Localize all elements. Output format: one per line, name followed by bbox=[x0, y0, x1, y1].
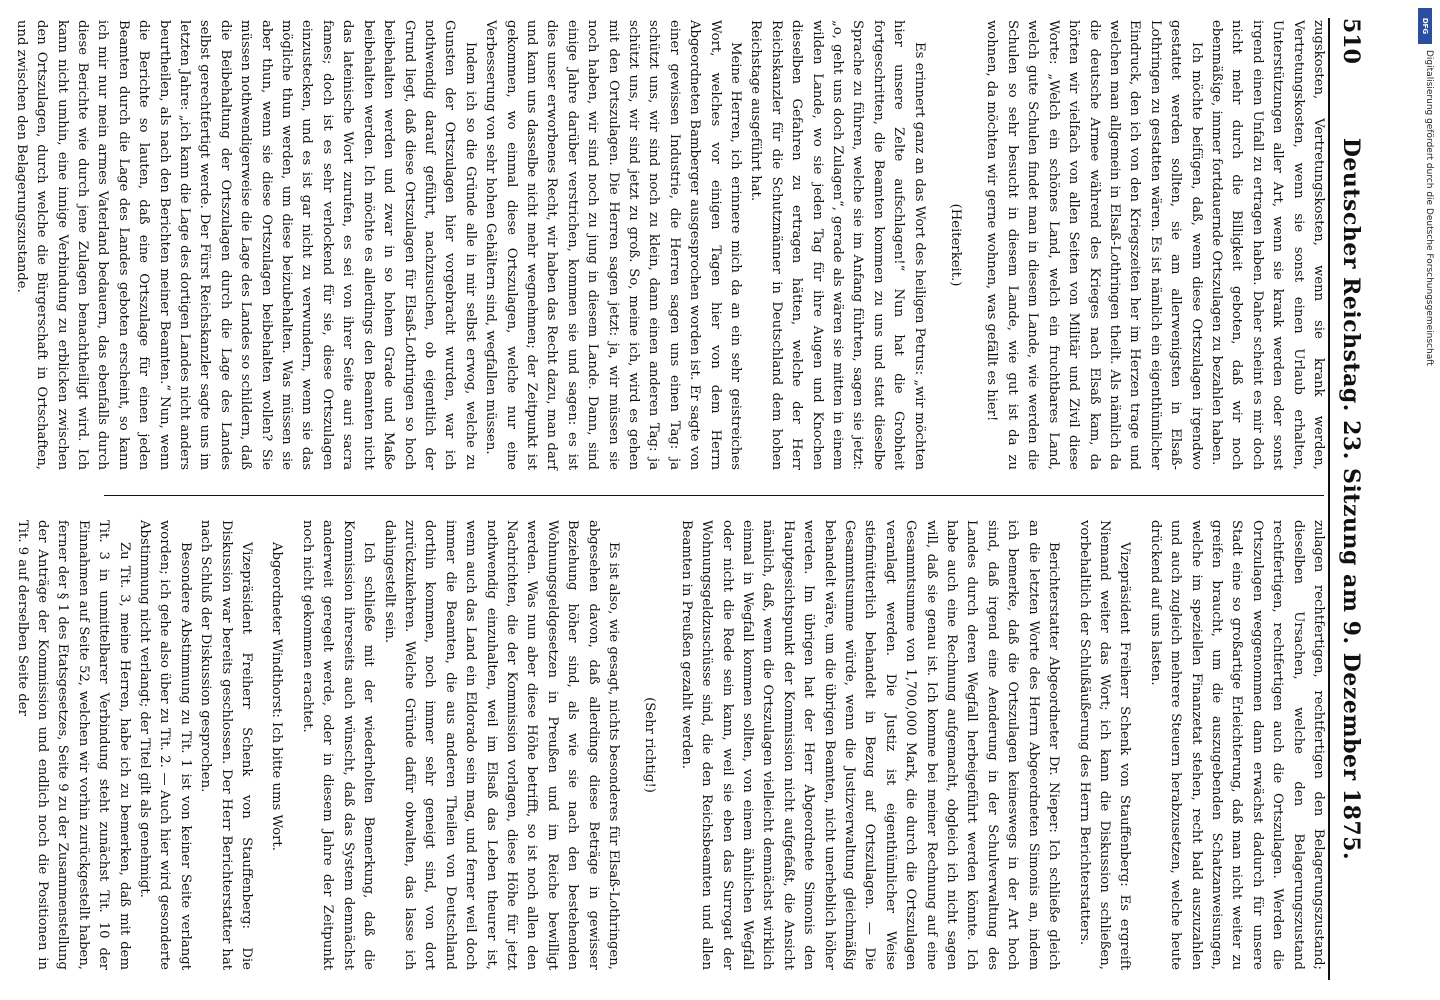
page-header bbox=[1332, 18, 1370, 980]
digitization-notice-text: Digitalisierung gefördert durch die Deutsche Forschungsgemeinschaft bbox=[1424, 50, 1434, 366]
right-paragraph-5: Ich schließe mit der wiederholten Bemerkung, daß die Kommission ihrerseits auch wünscht, daß das System demnächst anderweit geregelt werde, oder in diesem Jahre der Zeitpunkt noch nicht gekommen erachtet. bbox=[299, 520, 377, 970]
left-interjection-laughter: (Heiterkeit.) bbox=[948, 203, 964, 287]
right-paragraph-8: Besondere Abstimmung zu Tit. 1 ist von keiner Seite verlangt worden; ich gehe also über zu Tit. 2. — Auch hier wird gesonderte Abstimmung nicht verlangt; der Titel gilt als genehmigt. bbox=[137, 520, 193, 970]
right-paragraph-4: Es ist also, wie gesagt, nichts besonderes für Elsaß-Lothringen, abgesehen davon, daß allerdings diese Beträge in gewisser Beziehung höher sind, als wie sie nach den bestehenden Wohnungsgeldgesetzen in Preußen und im Reiche bewilligt werden. Was nun aber diese Höhe betrifft, so ist noch allen den Nachrichten, die der Kommission vorlagen, diese Höhe für jetzt nothwendig einzuhalten, weil im Elsaß das Leben theurer ist, wenn auch das Land ein Eldorado sein mag, und ferner weil doch immer die Beamten, die aus anderen Theilen von Deutschland dorthin kommen, noch immer sehr geneigt sind, von dort zurückzukehren. Welche Gründe dafür obwalten, das lasse ich dahingestellt sein. bbox=[381, 520, 621, 970]
column-divider bbox=[104, 495, 1324, 496]
left-paragraph-3: Es erinnert ganz an das Wort des heiligen Petrus: „wir möchten hier unsere Zelte aufschlagen!“ Nun hat die Grobheit fortgeschritten, die Beamten kommen zu uns und statt dieselbe Sprache zu führen, welche sie im Anfang führten, sagen sie jetzt: „o, geht uns doch Zulagen“, gerade als wären sie mitten in einem wilden Lande, wo sie jeden Tag für ihre Augen und Knochen dieselben Gefahren zu ertragen hätten, welche der Herr Reichskanzler für die Schutzmänner in Deutschland dem hohen Reichstage ausgeführt hat. bbox=[748, 20, 927, 470]
page-number: 510 bbox=[1338, 18, 1364, 64]
rotated-document-page bbox=[10, 0, 1410, 1000]
digitization-notice bbox=[1416, 50, 1434, 1000]
right-paragraph-7: Vizepräsident Freiherr Schenk von Stauffenberg: Die Diskussion war bereits geschlossen. Der Herr Berichterstatter hat nach Schluß der Diskussion gesprochen. bbox=[198, 520, 255, 970]
left-paragraph-2: Ich möchte beifügen, daß, wenn diese Ortszulagen irgendwo gestattet werden sollten, sie am allerwenigsten in Elsaß-Lothringen zu gestatten wären. Es ist nämlich ein eigenthümlicher Eindruck, den ich von den Kriegszeiten her im Herzen trage und welchen man allgemein in Elsaß-Lothringen theilt. Als nämlich da die deutsche Armee während des Krieges nach Elsaß kam, da hörten wir vielfach von allen Seiten von Militär und Zivil diese Worte: „Welch ein schönes Land, welch ein fruchtbares Land, welch gute Schulen findet man in diesem Lande, wie werden die Schulen so sehr besucht in diesem Lande, wie gut ist da zu wohnen, da möchten wir gerne wohnen, was gefällt es hier! bbox=[984, 20, 1204, 470]
right-paragraph-3: Berichterstatter Abgeordneter Dr. Nieper: Ich schließe gleich an die letzten Worte des Herrn Abgeordneten Simonis an, indem ich bemerke, daß die Ortszulagen keineswegs in der Art hoch sind, daß irgend eine Aenderung in der Schulverwaltung des Landes durch deren Wegfall herbeigeführt werden könnte. Ich habe auch eine Rechnung aufgemacht, obgleich ich nicht sagen will, daß sie genau ist. Ich komme bei meiner Rechnung auf eine Gesammtsumme von 1,700,000 Mark, die durch die Ortszulagen veranlagt werden. Die Justiz ist eigenthümlicher Weise stiefmütterlich behandelt in Bezug auf Ortszulagen. — Die Gesammtsumme würde, wenn die Justizverwaltung gleichmäßig behandelt wäre, um die übrigen Beamten, nicht unerheblich höher werden. Im übrigen hat der Herr Abgeordnete Simonis den Hauptgesichtspunkt der Kommission nicht aufgefaßt, die Ansicht nämlich, daß, wenn die Ortszulagen vielleicht demnächst wirklich einmal in Wegfall kommen sollten, von einem ähnlichen Wegfall oder nicht die Rede sein kann, weil sie eben das Surrogat der Wohnungsgeldzuschüsse sind, die den Reichsbeamten und allen Beamten in Preußen gezahlt werden. bbox=[678, 520, 1062, 970]
dfg-logo bbox=[1418, 8, 1432, 44]
right-paragraph-6: Abgeordneter Windthorst: Ich bitte ums Wort. bbox=[269, 542, 285, 851]
dfg-logo-text: DFG bbox=[1421, 17, 1429, 35]
right-column bbox=[11, 520, 1328, 970]
left-column bbox=[10, 20, 1328, 470]
page-title: Deutscher Reichstag. 23. Sitzung am 9. Dezember 1875. bbox=[1338, 137, 1364, 861]
right-paragraph-9: Zu Tit. 3, meine Herren, habe ich zu bemerken, daß mit dem Tit. 3 in unmittelbarer Verbindung steht zunächst Tit. 10 der Einnahmen auf Seite 52, welchen wir vorhin zurückgestellt haben, ferner der § 1 des Etatsgesetzes, Seite 9 zu der Zusammenstellung der Anträge der Kommission und endlich noch die Positionen in Tit. 9 auf derselben Seite der bbox=[14, 520, 132, 970]
digitization-sidebar bbox=[1418, 4, 1440, 1000]
right-paragraph-2: Vizepräsident Freiherr Schenk von Stauffenberg: Es ergreift Niemand weiter das Wort; ich kann die Diskussion schließen, vorbehaltlich der Schlußäußerung des Herrn Berichterstatters. bbox=[1076, 520, 1133, 970]
right-interjection-very-true: (Sehr richtig!) bbox=[642, 697, 658, 793]
left-paragraph-4: Meine Herren, ich erinnere mich da an ein sehr geistreiches Wort, welches vor einigen Tagen hier von dem Herrn Abgeordneten Bamberger ausgesprochen worden ist. Er sagte von einer gewissen Industrie, die Herren sagen uns einen Tag: ja schützt uns, wir sind noch zu klein, dann einen anderen Tag: ja schützt uns, wir sind jetzt zu groß. So, meine ich, wird es gehen mit den Ortszulagen. Die Herren sagen jetzt: ja, wir müssen sie noch haben, wir sind noch zu jung in diesem Lande. Dann, sind einige Jahre darüber verstrichen, kommen sie und sagen: es ist dies unser erworbenes Recht, wir haben das Recht dazu, man darf und kann uns dasselbe nicht mehr wegnehmen; der Zeitpunkt ist gekommen, wo einmal diese Ortszulagen, welche nur eine Verbesserung von sehr hohen Gehältern sind, wegfallen müssen. bbox=[483, 20, 744, 470]
header-rule bbox=[1328, 18, 1330, 980]
left-paragraph-5: Indem ich so die Gründe alle in mir selbst erwog, welche zu Gunsten der Ortszulagen hier vorgebracht wurden, war ich nothwendig darauf geführt, nachzusuchen, ob eigentlich der Grund liegt, daß diese Ortszulagen für Elsaß-Lothringen so hoch beibehalten werden und zwar in so hohem Grade und Maße beibehalten werden. Ich möchte es allerdings den Beamten nicht das lateinische Wort zurufen, es sei von ihrer Seite auri sacra fames; doch ist es sehr verlockend für sie, diese Ortszulagen einzustecken, und es ist gar nicht zu verwundern, wenn sie das mögliche thun werden, um diese beizubehalten. Was müssen sie aber thun, wenn sie diese Ortszulagen beibehalten wollen? Sie müssen nothwendigerweise die Lage des Landes so schildern, daß die Beibehaltung der Ortszulagen durch die Lage des Landes selbst gerechtfertigt werde. Der Fürst Reichskanzler sagte uns im letzten Jahre: „ich kann die Lage des dortigen Landes nicht anders beurtheilen, als nach den Berichten meiner Beamten.“ Nun, wenn die Berichte so lauten, daß eine Ortszulage für einen jeden Beamten durch die Lage des Landes geboten erscheint, so kann ich mir nur mein armes Vaterland bedauern, das ebenfalls durch diese Berichte wie durch jene Zulagen benachtheiligt wird. Ich kann nicht umhin, eine innige Verbindung zu erblicken zwischen den Ortszulagen, durch welche die Bürgerschaft in Ortschaften, und zwischen den Belagerungszustande. bbox=[13, 20, 478, 470]
left-paragraph-1: zugskosten, Vertretungskosten, wenn sie krank werden, Vertretungskosten, wenn sie sonst einen Urlaub erhalten, Unterstützungen aller Art, wenn sie krank werden oder sonst irgend einen Unfall zu ertragen haben. Daher scheint es mir doch nicht mehr durch die Billigkeit geboten, daß wir noch ebenmäßige, immer fortdauernde Ortszulagen zu bezahlen haben. bbox=[1208, 20, 1326, 470]
right-paragraph-1: zulagen rechtfertigen, rechtfertigen den Belagerungszustand; dieselben Ursachen, welche den Belagerungszustand rechtfertigen, rechtfertigen auch die Ortszulagen. Werden die Ortszulagen weggenommen dann erwächst dadurch für unsere Stadt eine so großartige Erleichterung, daß man nicht weiter zu greifen braucht, um die auszugebenden Schatzanweisungen, welche im speziellen Finanzetat stehen, recht bald auszuzahlen und auch zugleich mehrere Steuern herabzusetzen, welche heute drückend auf uns lasten. bbox=[1147, 520, 1326, 970]
